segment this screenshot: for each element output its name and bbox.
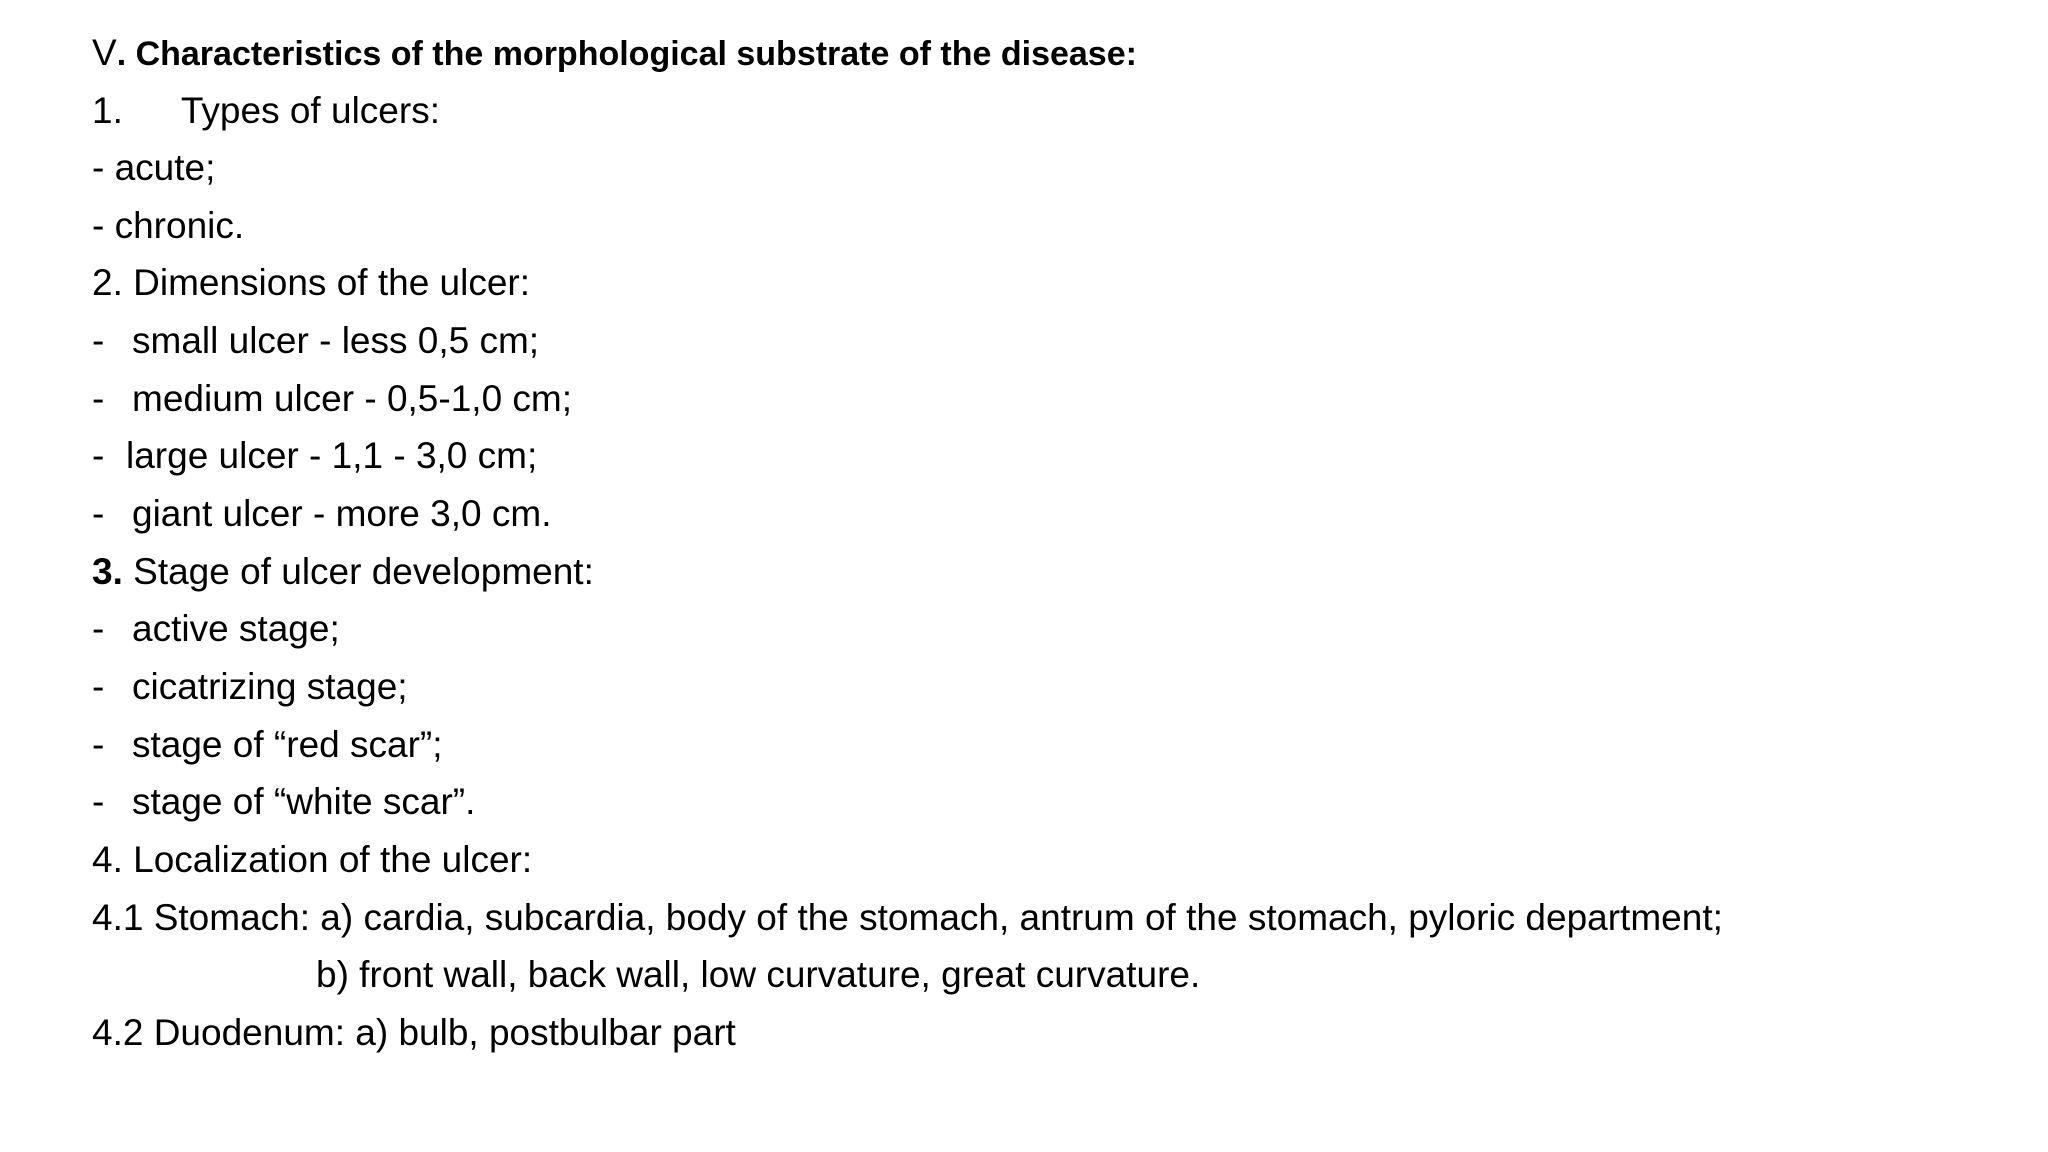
section2-item-large bbox=[92, 427, 537, 485]
section3-item-red-scar bbox=[92, 716, 443, 774]
section3-item-cicatrizing bbox=[92, 658, 408, 716]
section2-item-text: giant ulcer - more 3,0 cm. bbox=[132, 493, 552, 534]
section3-item-white-scar bbox=[92, 773, 475, 831]
section1-number: 1. bbox=[92, 90, 123, 131]
bullet-dash: - bbox=[92, 666, 105, 707]
section1-title-text: Types of ulcers: bbox=[180, 90, 440, 131]
bullet-dash: - bbox=[92, 781, 105, 822]
section3-title bbox=[92, 543, 594, 601]
section4-duodenum: 4.2 Duodenum: a) bulb, postbulbar part bbox=[92, 1012, 736, 1053]
bullet-dash: - bbox=[92, 724, 105, 765]
section2-item-giant bbox=[92, 485, 551, 543]
section2-title: 2. Dimensions of the ulcer: bbox=[92, 262, 531, 303]
section3-title-text: Stage of ulcer development: bbox=[122, 551, 594, 592]
section3-item-text: cicatrizing stage; bbox=[132, 666, 408, 707]
bullet-dash: - bbox=[92, 493, 105, 534]
bullet-dash: - bbox=[92, 378, 105, 419]
bullet-dash: - bbox=[92, 608, 105, 649]
section3-item-text: stage of “red scar”; bbox=[132, 724, 443, 765]
section4-title: 4. Localization of the ulcer: bbox=[92, 839, 533, 880]
section3-number: 3. bbox=[92, 551, 123, 592]
section4-stomach-a: 4.1 Stomach: a) cardia, subcardia, body of the stomach, antrum of the stomach, pyloric department; bbox=[92, 897, 1723, 938]
heading-text: . Characteristics of the morphological substrate of the disease: bbox=[116, 35, 1137, 73]
bullet-dash: - bbox=[92, 320, 105, 361]
heading bbox=[92, 24, 1137, 82]
section2-item-text: medium ulcer - 0,5-1,0 cm; bbox=[132, 378, 573, 419]
section4-stomach-b: b) front wall, back wall, low curvature, great curvature. bbox=[316, 954, 1201, 995]
section1-item-chronic: - chronic. bbox=[92, 205, 245, 246]
section3-item-active bbox=[92, 600, 340, 658]
section2-item-text: small ulcer - less 0,5 cm; bbox=[132, 320, 540, 361]
section3-item-text: stage of “white scar”. bbox=[132, 781, 476, 822]
section2-item-medium bbox=[92, 370, 572, 428]
section3-item-text: active stage; bbox=[132, 608, 340, 649]
section2-item-text: large ulcer - 1,1 - 3,0 cm; bbox=[126, 435, 538, 476]
section2-item-small bbox=[92, 312, 539, 370]
bullet-dash: - bbox=[92, 435, 105, 476]
section1-item-acute: - acute; bbox=[92, 147, 216, 188]
heading-prefix: V bbox=[92, 32, 117, 73]
section1-title bbox=[92, 82, 440, 140]
